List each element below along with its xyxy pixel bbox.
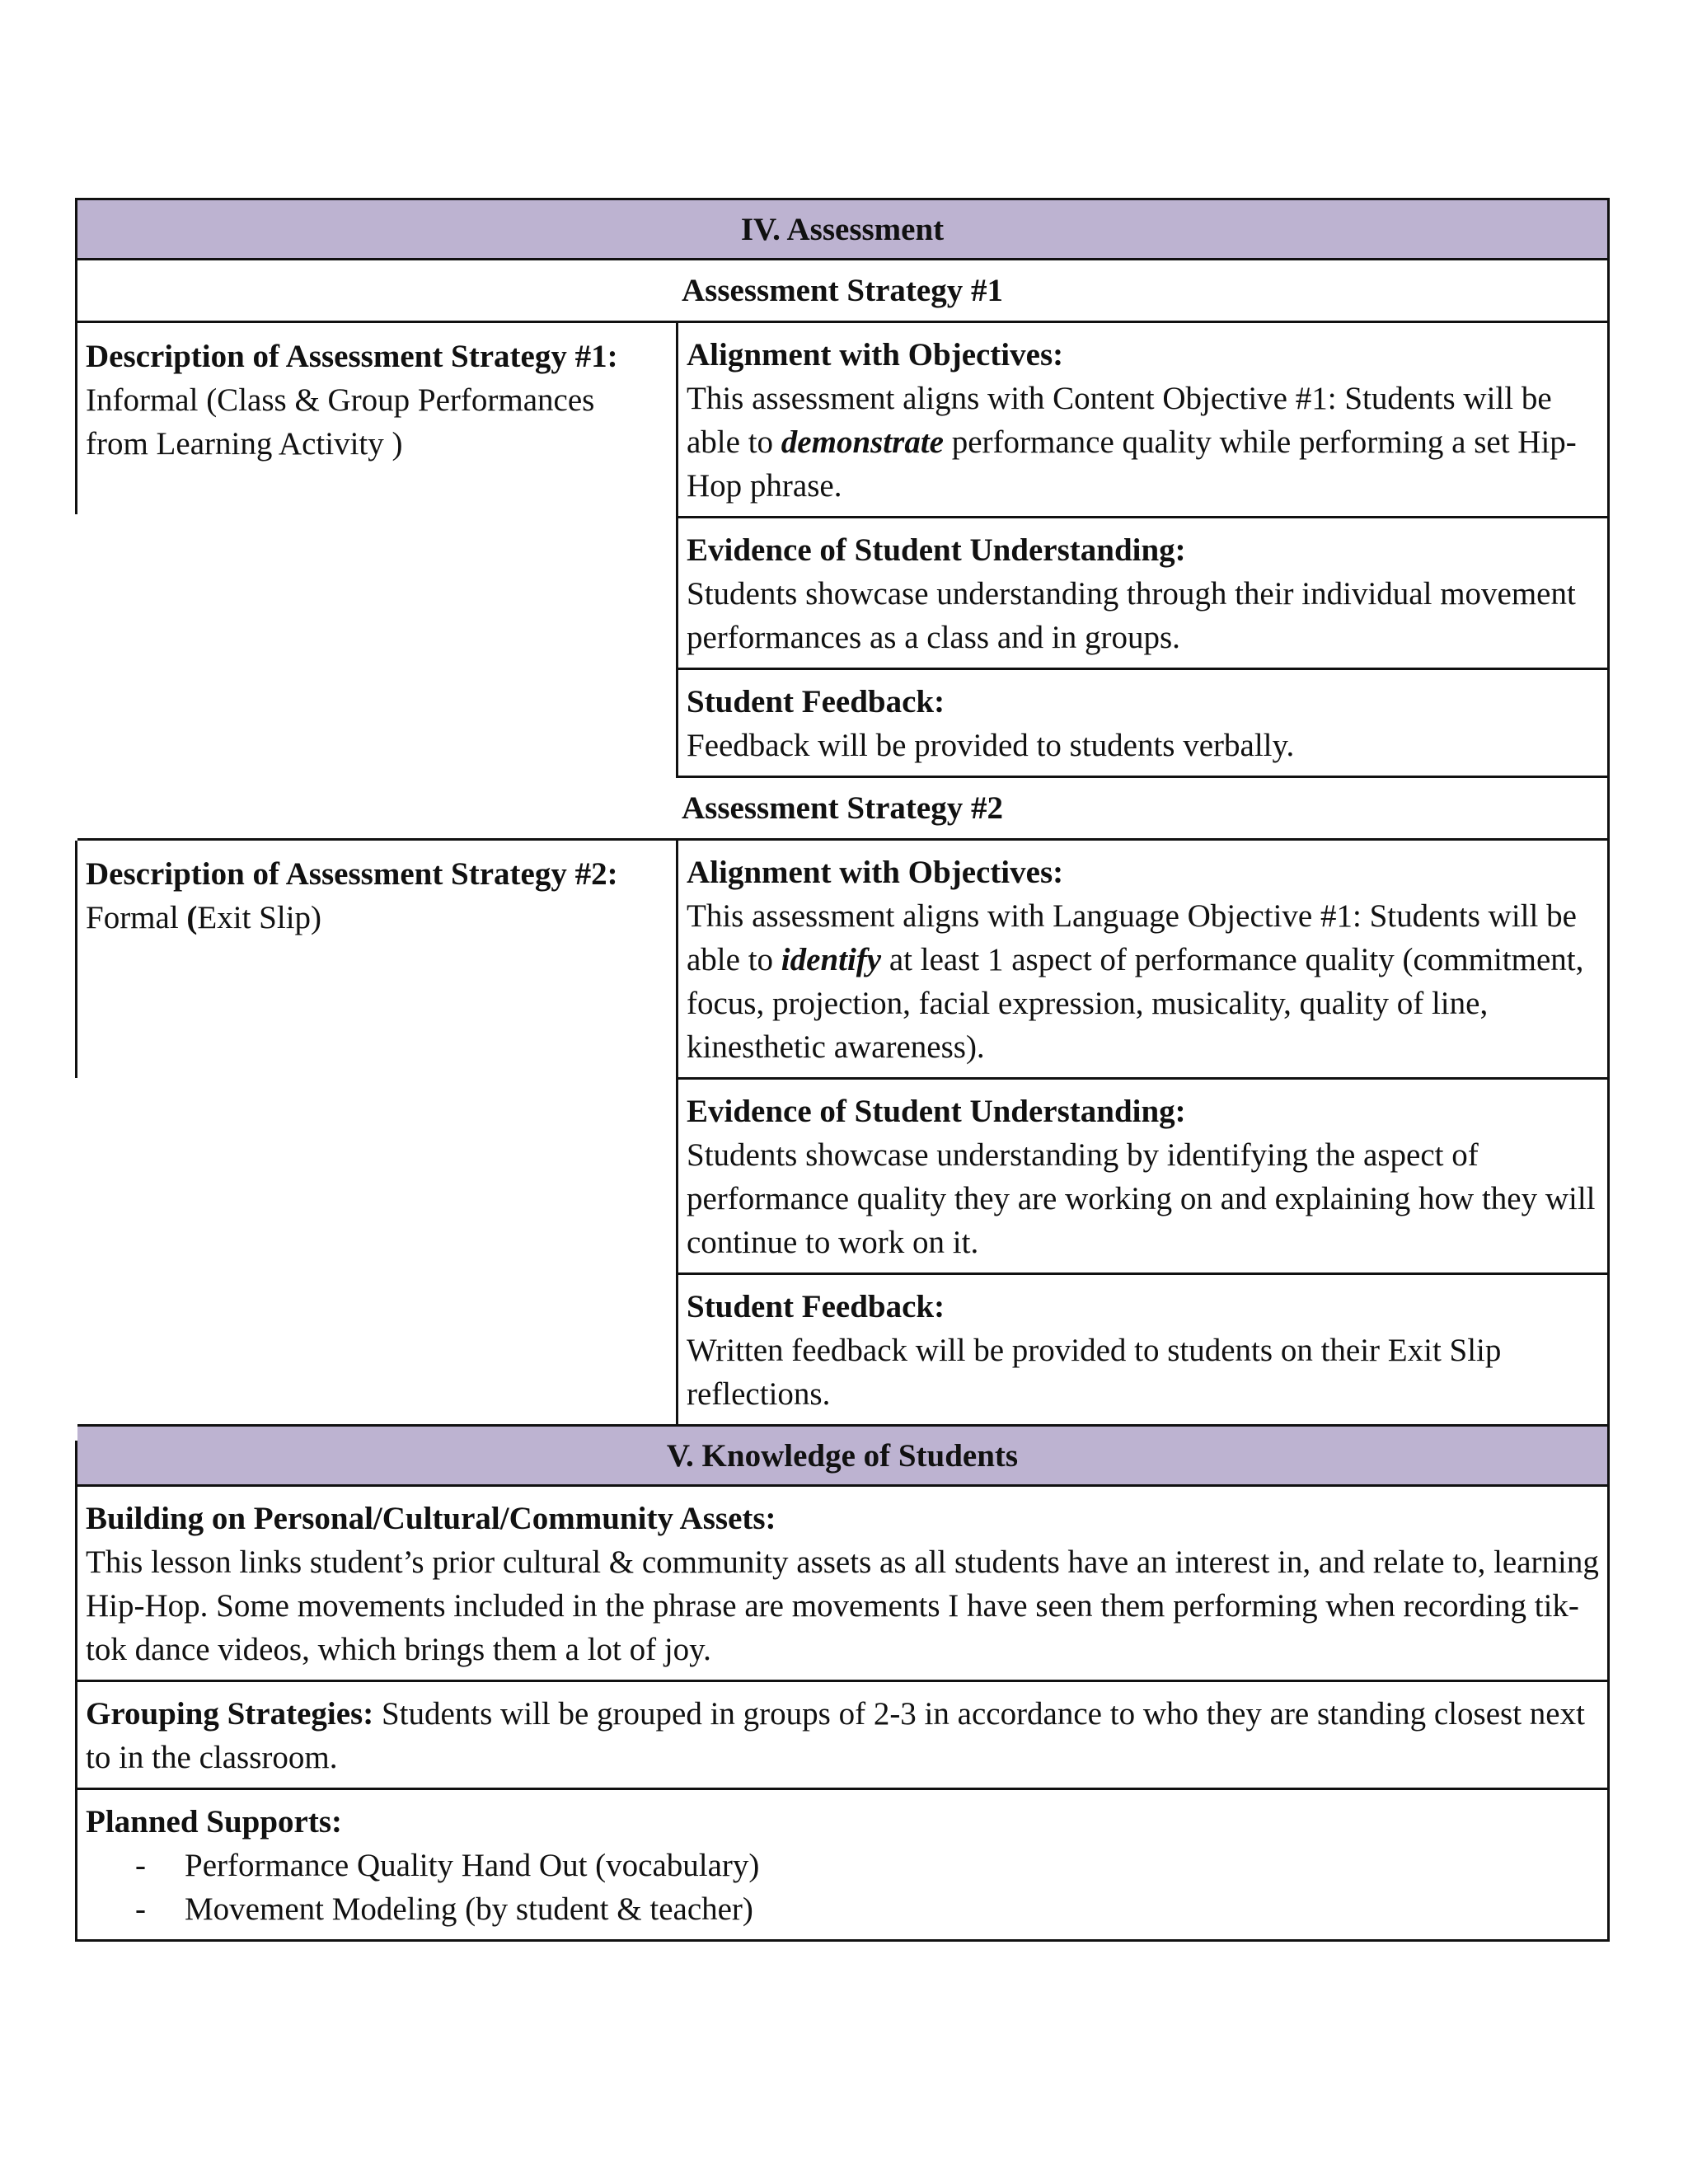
- strategy1-header: [75, 260, 1610, 323]
- strategy2-description: [75, 841, 676, 1427]
- strategy2-feedback-label: Student Feedback:: [687, 1289, 945, 1324]
- strategy2-alignment-post: at least 1 aspect of performance quality (commitment, focus, projection, facial expression, musicality, quality of line, kinesthetic awareness).: [687, 942, 1584, 1065]
- strategy2-details: [676, 841, 1610, 1427]
- strategy2-evidence-cell: [678, 1080, 1607, 1275]
- assets-label: Building on Personal/Cultural/Community Assets:: [86, 1501, 776, 1536]
- supports-row: [75, 1790, 1610, 1942]
- strategy2-evidence-label: Evidence of Student Understanding:: [687, 1094, 1186, 1129]
- grouping-row: [75, 1682, 1610, 1790]
- strategy1-alignment-cell: [678, 323, 1607, 518]
- strategy2-alignment-emph: identify: [781, 942, 882, 977]
- strategy1-feedback-text: Feedback will be provided to students verbally.: [687, 728, 1295, 763]
- strategy2-description-bold: (: [186, 900, 198, 935]
- supports-label: Planned Supports:: [86, 1804, 343, 1840]
- strategy1-description-text: Informal (Class & Group Performances from Learning Activity ): [86, 382, 595, 462]
- strategy1-title: Assessment Strategy #1: [682, 273, 1003, 308]
- strategy2-alignment-label: Alignment with Objectives:: [687, 855, 1064, 890]
- support-item-1: Performance Quality Hand Out (vocabulary): [185, 1848, 760, 1883]
- strategy2-block: [75, 841, 1610, 1427]
- knowledge-section-title: V. Knowledge of Students: [666, 1437, 1019, 1474]
- strategy1-feedback-label: Student Feedback:: [687, 684, 945, 719]
- assets-cell: [77, 1487, 1607, 1680]
- strategy2-feedback-text: Written feedback will be provided to students on their Exit Slip reflections.: [687, 1333, 1502, 1412]
- strategy2-alignment-cell: [678, 841, 1607, 1080]
- strategy1-description: [75, 323, 676, 778]
- strategy1-alignment-emph: demonstrate: [781, 424, 944, 460]
- strategy2-description-label: Description of Assessment Strategy #2:: [86, 856, 618, 892]
- assets-text: This lesson links student’s prior cultural & community assets as all students have an interest in, and relate to, learning Hip-Hop. Some movements included in the phrase are movements I have seen them performing when recording tik-tok dance videos, which brings them a lot of joy.: [86, 1544, 1599, 1667]
- bullet-dash: -: [135, 1891, 146, 1927]
- strategy1-evidence-label: Evidence of Student Understanding:: [687, 532, 1186, 568]
- strategy1-evidence-cell: [678, 518, 1607, 670]
- strategy2-title: Assessment Strategy #2: [682, 790, 1003, 826]
- list-item: [86, 1844, 1599, 1887]
- strategy1-evidence-text: Students showcase understanding through their individual movement performances as a class and in groups.: [687, 576, 1576, 655]
- strategy1-alignment-text: [687, 377, 1599, 508]
- strategy2-description-pre: Formal: [86, 900, 187, 935]
- knowledge-section-header: [75, 1424, 1610, 1487]
- bullet-dash: -: [135, 1848, 146, 1883]
- support-item-2: Movement Modeling (by student & teacher): [185, 1891, 753, 1927]
- assets-row: [75, 1487, 1610, 1682]
- strategy2-alignment-pre: This assessment aligns with Language Objective #1: Students will be able to: [687, 898, 1577, 977]
- strategy2-description-text: [86, 896, 668, 940]
- strategy1-feedback-cell: [678, 670, 1607, 778]
- strategy1-description-label: Description of Assessment Strategy #1:: [86, 339, 618, 374]
- grouping-label: Grouping Strategies:: [86, 1696, 374, 1732]
- strategy2-alignment-text: [687, 894, 1599, 1069]
- strategy1-block: [75, 323, 1610, 778]
- strategy1-details: [676, 323, 1610, 778]
- lesson-plan-page: [75, 198, 1610, 1942]
- assessment-section-header: [75, 198, 1610, 260]
- strategy1-alignment-label: Alignment with Objectives:: [687, 337, 1064, 373]
- supports-list: [86, 1844, 1599, 1931]
- list-item: [86, 1887, 1599, 1931]
- strategy1-alignment-post: performance quality while performing a set Hip-Hop phrase.: [687, 424, 1577, 504]
- assessment-section-title: IV. Assessment: [740, 211, 945, 247]
- supports-cell: [77, 1790, 1607, 1939]
- grouping-cell: [77, 1682, 1607, 1788]
- strategy2-header: [75, 778, 1610, 841]
- strategy2-feedback-cell: [678, 1275, 1607, 1427]
- strategy1-alignment-pre: This assessment aligns with Content Objective #1: Students will be able to: [687, 381, 1552, 460]
- grouping-text: Students will be grouped in groups of 2-3 in accordance to who they are standing closest next to in the classroom.: [86, 1696, 1585, 1775]
- strategy2-description-post: Exit Slip): [197, 900, 322, 935]
- strategy2-evidence-text: Students showcase understanding by identifying the aspect of performance quality they are working on and explaining how they will continue to work on it.: [687, 1137, 1596, 1260]
